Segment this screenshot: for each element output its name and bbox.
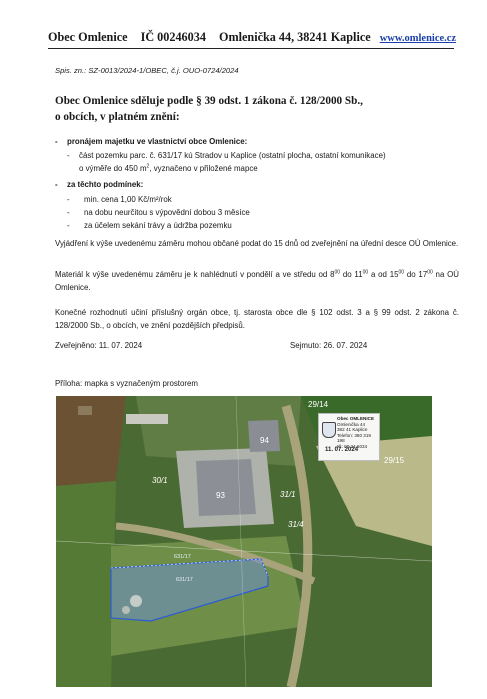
coat-of-arms-icon	[322, 422, 336, 438]
lease-part-line-1: - část pozemku parc. č. 631/17 kú Stradov u Kaplice (ostatní plocha, ostatní komunikace)	[67, 151, 386, 160]
condition-purpose: za účelem sekání trávy a údržba pozemku	[84, 221, 232, 230]
stamp-line: Telefon: 380 319 198	[337, 432, 371, 444]
conditions-title: - za těchto podmínek:	[55, 180, 144, 189]
parcel-label: 31/4	[288, 520, 304, 529]
heading-line-1: Obec Omlenice sděluje podle § 39 odst. 1 zákona č. 128/2000 Sb.,	[55, 95, 363, 107]
inspection-text-1: Materiál k výše uvedenému záměru je k nahlédnutí v pondělí a ve středu od 8	[55, 270, 335, 279]
condition-item: - za účelem sekání trávy a údržba pozemku	[67, 221, 232, 230]
parcel-label: 94	[260, 436, 269, 445]
stamp-date: 11. 07. 2024	[325, 447, 359, 453]
stamp-line: Omlenička 44	[337, 421, 366, 427]
lease-title-text: pronájem majetku ve vlastnictví obce Omlenice:	[67, 137, 248, 146]
published-date: Zveřejněno: 11. 07. 2024	[55, 341, 143, 350]
reference-number: Spis. zn.: SZ-0013/2024-1/OBEC, č.j. OUO-0724/2024	[55, 66, 239, 75]
time-sup-2: 00	[362, 269, 369, 276]
attachment-label: Příloha: mapka s vyznačeným prostorem	[55, 379, 198, 388]
time-sup-1: 00	[334, 269, 341, 276]
condition-price: min. cena 1,00 Kč/m²/rok	[84, 195, 172, 204]
municipality-name: Obec Omlenice	[48, 30, 128, 44]
parcel-label: 29/15	[384, 456, 405, 465]
lease-area-sup: 2	[146, 163, 150, 170]
lease-area-text: o výměře do 450 m	[79, 164, 147, 173]
letterhead	[48, 30, 478, 45]
final-decision-paragraph: Konečné rozhodnutí učiní příslušný orgán obce, tj. starosta obce dle § 102 odst. 3 a § 99 odst. 2 zákona č. 128/2000 Sb., o obcích, ve znění pozdějších předpisů.	[55, 308, 459, 330]
removed-date: Sejmuto: 26. 07. 2024	[290, 341, 368, 350]
parcel-label: 30/1	[152, 476, 168, 485]
time-sup-4: 00	[427, 269, 433, 276]
website-link[interactable]: www.omlenice.cz	[379, 33, 457, 44]
parcel-label: 29/14	[308, 400, 329, 409]
inspection-paragraph	[55, 268, 459, 294]
parcel-label: 631/17	[174, 554, 191, 560]
office-address: Omlenička 44, 38241 Kaplice	[218, 30, 371, 44]
company-id: IČ 00246034	[140, 30, 206, 44]
time-sup-3: 00	[398, 269, 405, 276]
inspection-text-4: do 17	[404, 270, 428, 279]
municipal-stamp	[318, 413, 380, 461]
lease-part-line-2	[79, 162, 258, 175]
parcel-label: 93	[216, 491, 225, 500]
condition-item: - min. cena 1,00 Kč/m²/rok	[67, 195, 172, 204]
lease-title: - pronájem majetku ve vlastnictví obce Omlenice:	[55, 137, 248, 146]
parcel-label: 31/1	[280, 490, 296, 499]
lease-part-text-1: část pozemku parc. č. 631/17 kú Stradov u Kaplice (ostatní plocha, ostatní komunikace)	[79, 151, 386, 160]
inspection-text-2: do 11	[340, 270, 363, 279]
header-rule	[48, 48, 454, 49]
stamp-line: IČ: 00 24 6034	[337, 443, 368, 449]
condition-duration: na dobu neurčitou s výpovědní dobou 3 měsíce	[84, 208, 250, 217]
stamp-line: 382 41 Kaplice	[337, 427, 368, 433]
objections-paragraph: Vyjádření k výše uvedenému záměru mohou občané podat do 15 dnů od zveřejnění na úřední desce OÚ Omlenice.	[55, 239, 459, 248]
inspection-text-5: na OÚ Omlenice.	[55, 270, 459, 292]
stamp-name: Obec OMLENICE	[337, 416, 375, 421]
conditions-title-text: za těchto podmínek:	[67, 180, 144, 189]
inspection-text-3: a od 15	[368, 270, 399, 279]
lease-area-note: , vyznačeno v přiložené mapce	[149, 164, 258, 173]
heading-line-2: o obcích, v platném znění:	[55, 111, 180, 123]
condition-item: - na dobu neurčitou s výpovědní dobou 3 měsíce	[67, 208, 250, 217]
notice-heading	[55, 93, 465, 125]
parcel-label: 631/17	[176, 577, 193, 583]
